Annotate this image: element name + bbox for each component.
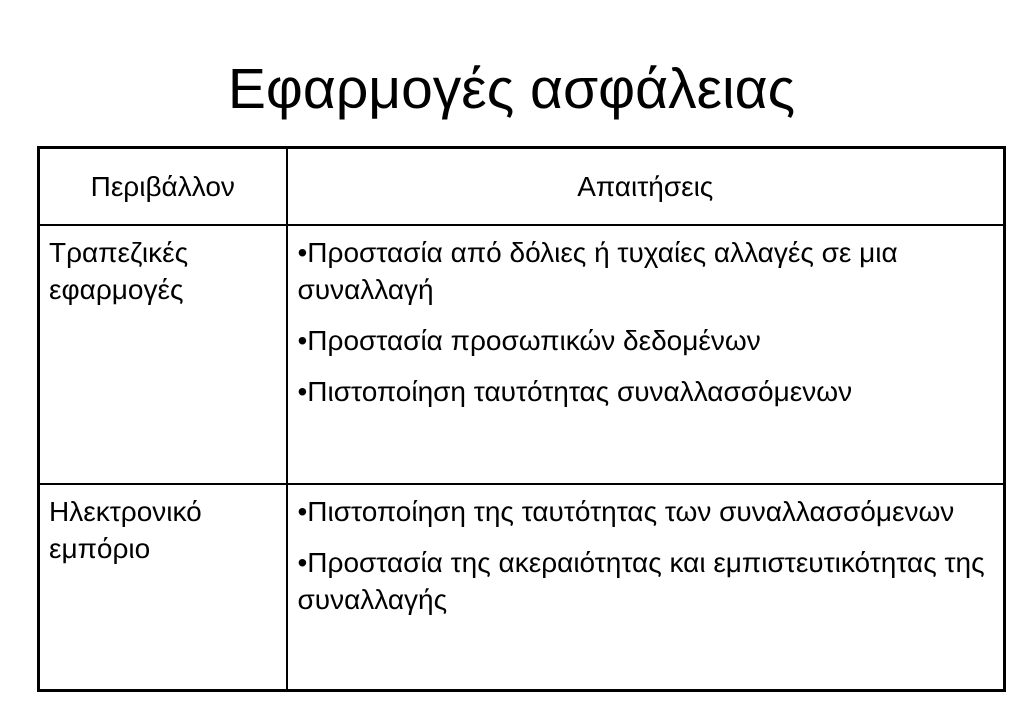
table-row [39, 484, 1005, 691]
requirement-item: •Πιστοποίηση της ταυτότητας των συναλλασσόμενων [297, 496, 955, 527]
requirements-cell [287, 225, 1005, 484]
security-applications-table [37, 146, 1006, 692]
table-row [39, 225, 1005, 484]
requirement-item: •Προστασία προσωπικών δεδομένων [297, 325, 761, 356]
environment-cell: Ηλεκτρονικό εμπόριο [39, 484, 287, 691]
environment-cell: Τραπεζικές εφαρμογές [39, 225, 287, 484]
requirement-item: •Προστασία από δόλιες ή τυχαίες αλλαγές σε μια συναλλαγή [297, 237, 898, 305]
table-header-row [39, 148, 1005, 226]
requirement-item: •Προστασία της ακεραιότητας και εμπιστευτικότητας της συναλλαγής [297, 547, 985, 615]
slide-title: Εφαρμογές ασφάλειας [227, 57, 796, 121]
requirement-item: •Πιστοποίηση ταυτότητας συναλλασσόμενων [297, 376, 853, 407]
header-requirements: Απαιτήσεις [287, 148, 1005, 226]
header-environment: Περιβάλλον [39, 148, 287, 226]
requirements-cell [287, 484, 1005, 691]
